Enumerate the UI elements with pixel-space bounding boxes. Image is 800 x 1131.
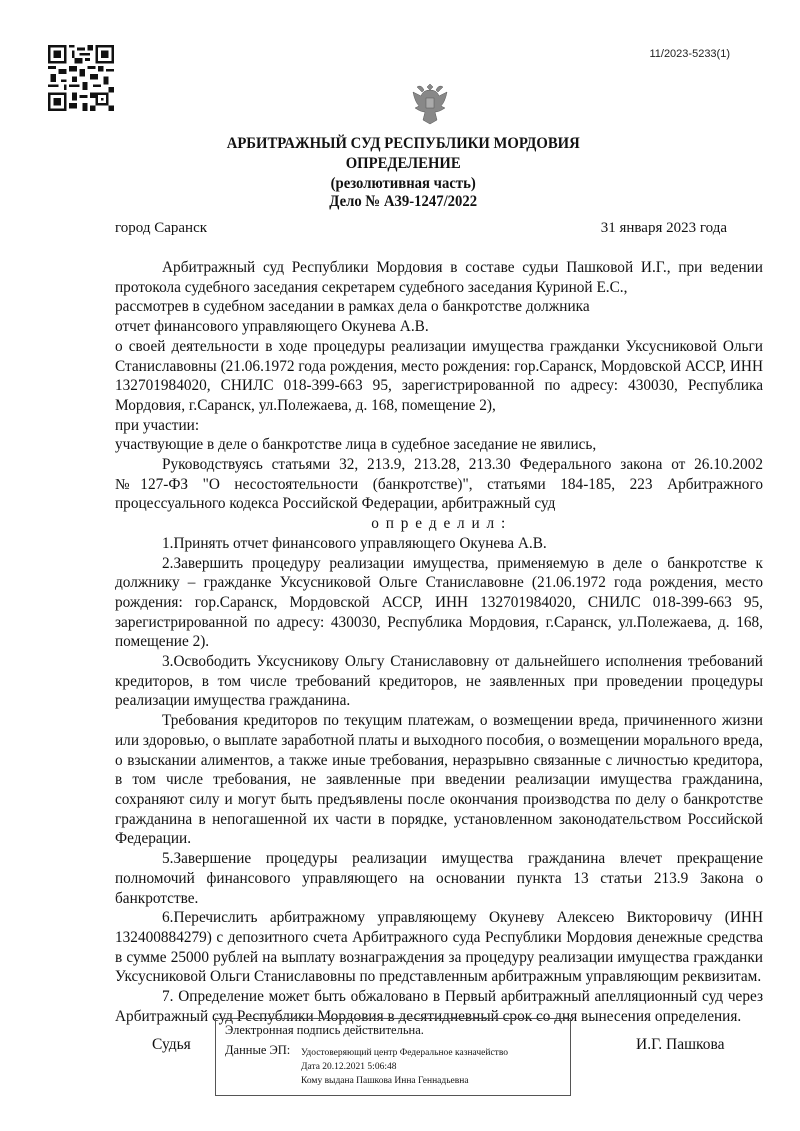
decision-heading: о п р е д е л и л :: [371, 515, 507, 533]
electronic-signature-stamp: [215, 1018, 571, 1096]
decision-item: 7. Определение может быть обжаловано в Первый арбитражный апелляционный суд через Арбитражный суд Республики Мордовия в десятидневный срок со дня вынесения определения.: [115, 988, 763, 1025]
document-part: (резолютивная часть): [330, 175, 476, 192]
date: 31 января 2023 года: [600, 220, 727, 236]
case-number: Дело № А39-1247/2022: [329, 193, 478, 210]
signature-issuer: Удостоверяющий центр Федеральное казначейство: [301, 1048, 508, 1058]
preamble-paragraph: отчет финансового управляющего Окунева А.В.: [115, 318, 429, 336]
decision-item: Требования кредиторов по текущим платежам, о возмещении вреда, причиненного жизни или здоровью, о выплате заработной платы и выходного пособия, о возмещении морального вреда, о взыскании алиментов, а также иные требования, неразрывно связанные с личностью кредитора, в том числе требования, не заявленные при введении реализации имущества гражданина, сохраняют силу и могут быть предъявлены после окончания производства по делу о банкротстве гражданина в непогашенной их части в порядке, установленном законодательством Российской Федерации.: [115, 712, 763, 848]
court-name: АРБИТРАЖНЫЙ СУД РЕСПУБЛИКИ МОРДОВИЯ: [226, 135, 580, 152]
signature-details: [301, 1046, 508, 1088]
judge-name: И.Г. Пашкова: [636, 1036, 725, 1053]
decision-item: 1.Принять отчет финансового управляющего Окунева А.В.: [162, 534, 547, 552]
decision-item: 6.Перечислить арбитражному управляющему Окуневу Алексею Викторовичу (ИНН 132400884279) с депозитного счета Арбитражного суда Республики Мордовия денежные средства в сумме 25000 рублей на выплату вознаграждения за процедуру реализации имущества гражданки Уксусниковой Ольги Станиславовны по представленным арбитражным управляющим реквизитам.: [115, 909, 763, 986]
signature-block: [0, 1018, 800, 1098]
signature-date: Дата 20.12.2021 5:06:48: [301, 1062, 397, 1072]
signature-issued-to: Кому выдана Пашкова Инна Геннадьевна: [301, 1076, 469, 1086]
decision-item: 2.Завершить процедуру реализации имущества, применяемую в деле о банкротстве к должнику – гражданке Уксусниковой Ольге Станиславовне (21.06.1972 года рождения, место рождения: гор.Саранск, Мордовской АССР, ИНН 132701984020, СНИЛС 018-399-663 95, зарегистрированной по адресу: 430030, Республика Мордовия, г.Саранск, ул.Полежаева, д. 168, помещение 2).: [115, 554, 763, 651]
document-number: 11/2023-5233(1): [649, 48, 730, 60]
preamble-paragraph: о своей деятельности в ходе процедуры реализации имущества гражданки Уксусниковой Ольги Станиславовны (21.06.1972 года рождения, место рождения: гор.Саранск, Мордовской АССР, ИНН 132701984020, СНИЛС 018-399-663 95, зарегистрированной по адресу: 430030, Республика Мордовия, г.Саранск, ул.Полежаева, д. 168, помещение 2),: [115, 337, 763, 414]
preamble-paragraph: рассмотрев в судебном заседании в рамках дела о банкротстве должника: [115, 298, 590, 316]
preamble-paragraph: участвующие в деле о банкротстве лица в судебное заседание не явились,: [115, 436, 597, 454]
document-body: [115, 258, 763, 1026]
signature-valid-text: Электронная подпись действительна.: [225, 1023, 424, 1037]
judge-label: Судья: [152, 1036, 191, 1053]
preamble-paragraph: при участии:: [115, 416, 200, 434]
qr-code-icon: [48, 45, 114, 111]
signature-data-label: Данные ЭП:: [225, 1043, 291, 1057]
document-type: ОПРЕДЕЛЕНИЕ: [345, 155, 461, 172]
coat-of-arms-icon: [411, 78, 449, 128]
decision-item: 3.Освободить Уксусникову Ольгу Станиславовну от дальнейшего исполнения требований кредиторов, в том числе требований кредиторов, не заявленных при проведении процедуры реализации имущества гражданина.: [115, 653, 763, 710]
place-date-row: [115, 220, 727, 237]
preamble-paragraph: Арбитражный суд Республики Мордовия в составе судьи Пашковой И.Г., при ведении протокола судебного заседания секретарем судебного заседания Куриной Е.С.,: [115, 259, 763, 296]
preamble-paragraph: Руководствуясь статьями 32, 213.9, 213.28, 213.30 Федерального закона от 26.10.2002 №127-ФЗ "О несостоятельности (банкротстве)", статьями 184-185, 223 Арбитражного процессуального кодекса Российской Федерации, арбитражный суд: [115, 456, 763, 513]
decision-item: 5.Завершение процедуры реализации имущества гражданина влечет прекращение полномочий финансового управляющего на основании пункта 13 статьи 213.9 Закона о банкротстве.: [115, 850, 763, 907]
city: город Саранск: [115, 220, 208, 236]
